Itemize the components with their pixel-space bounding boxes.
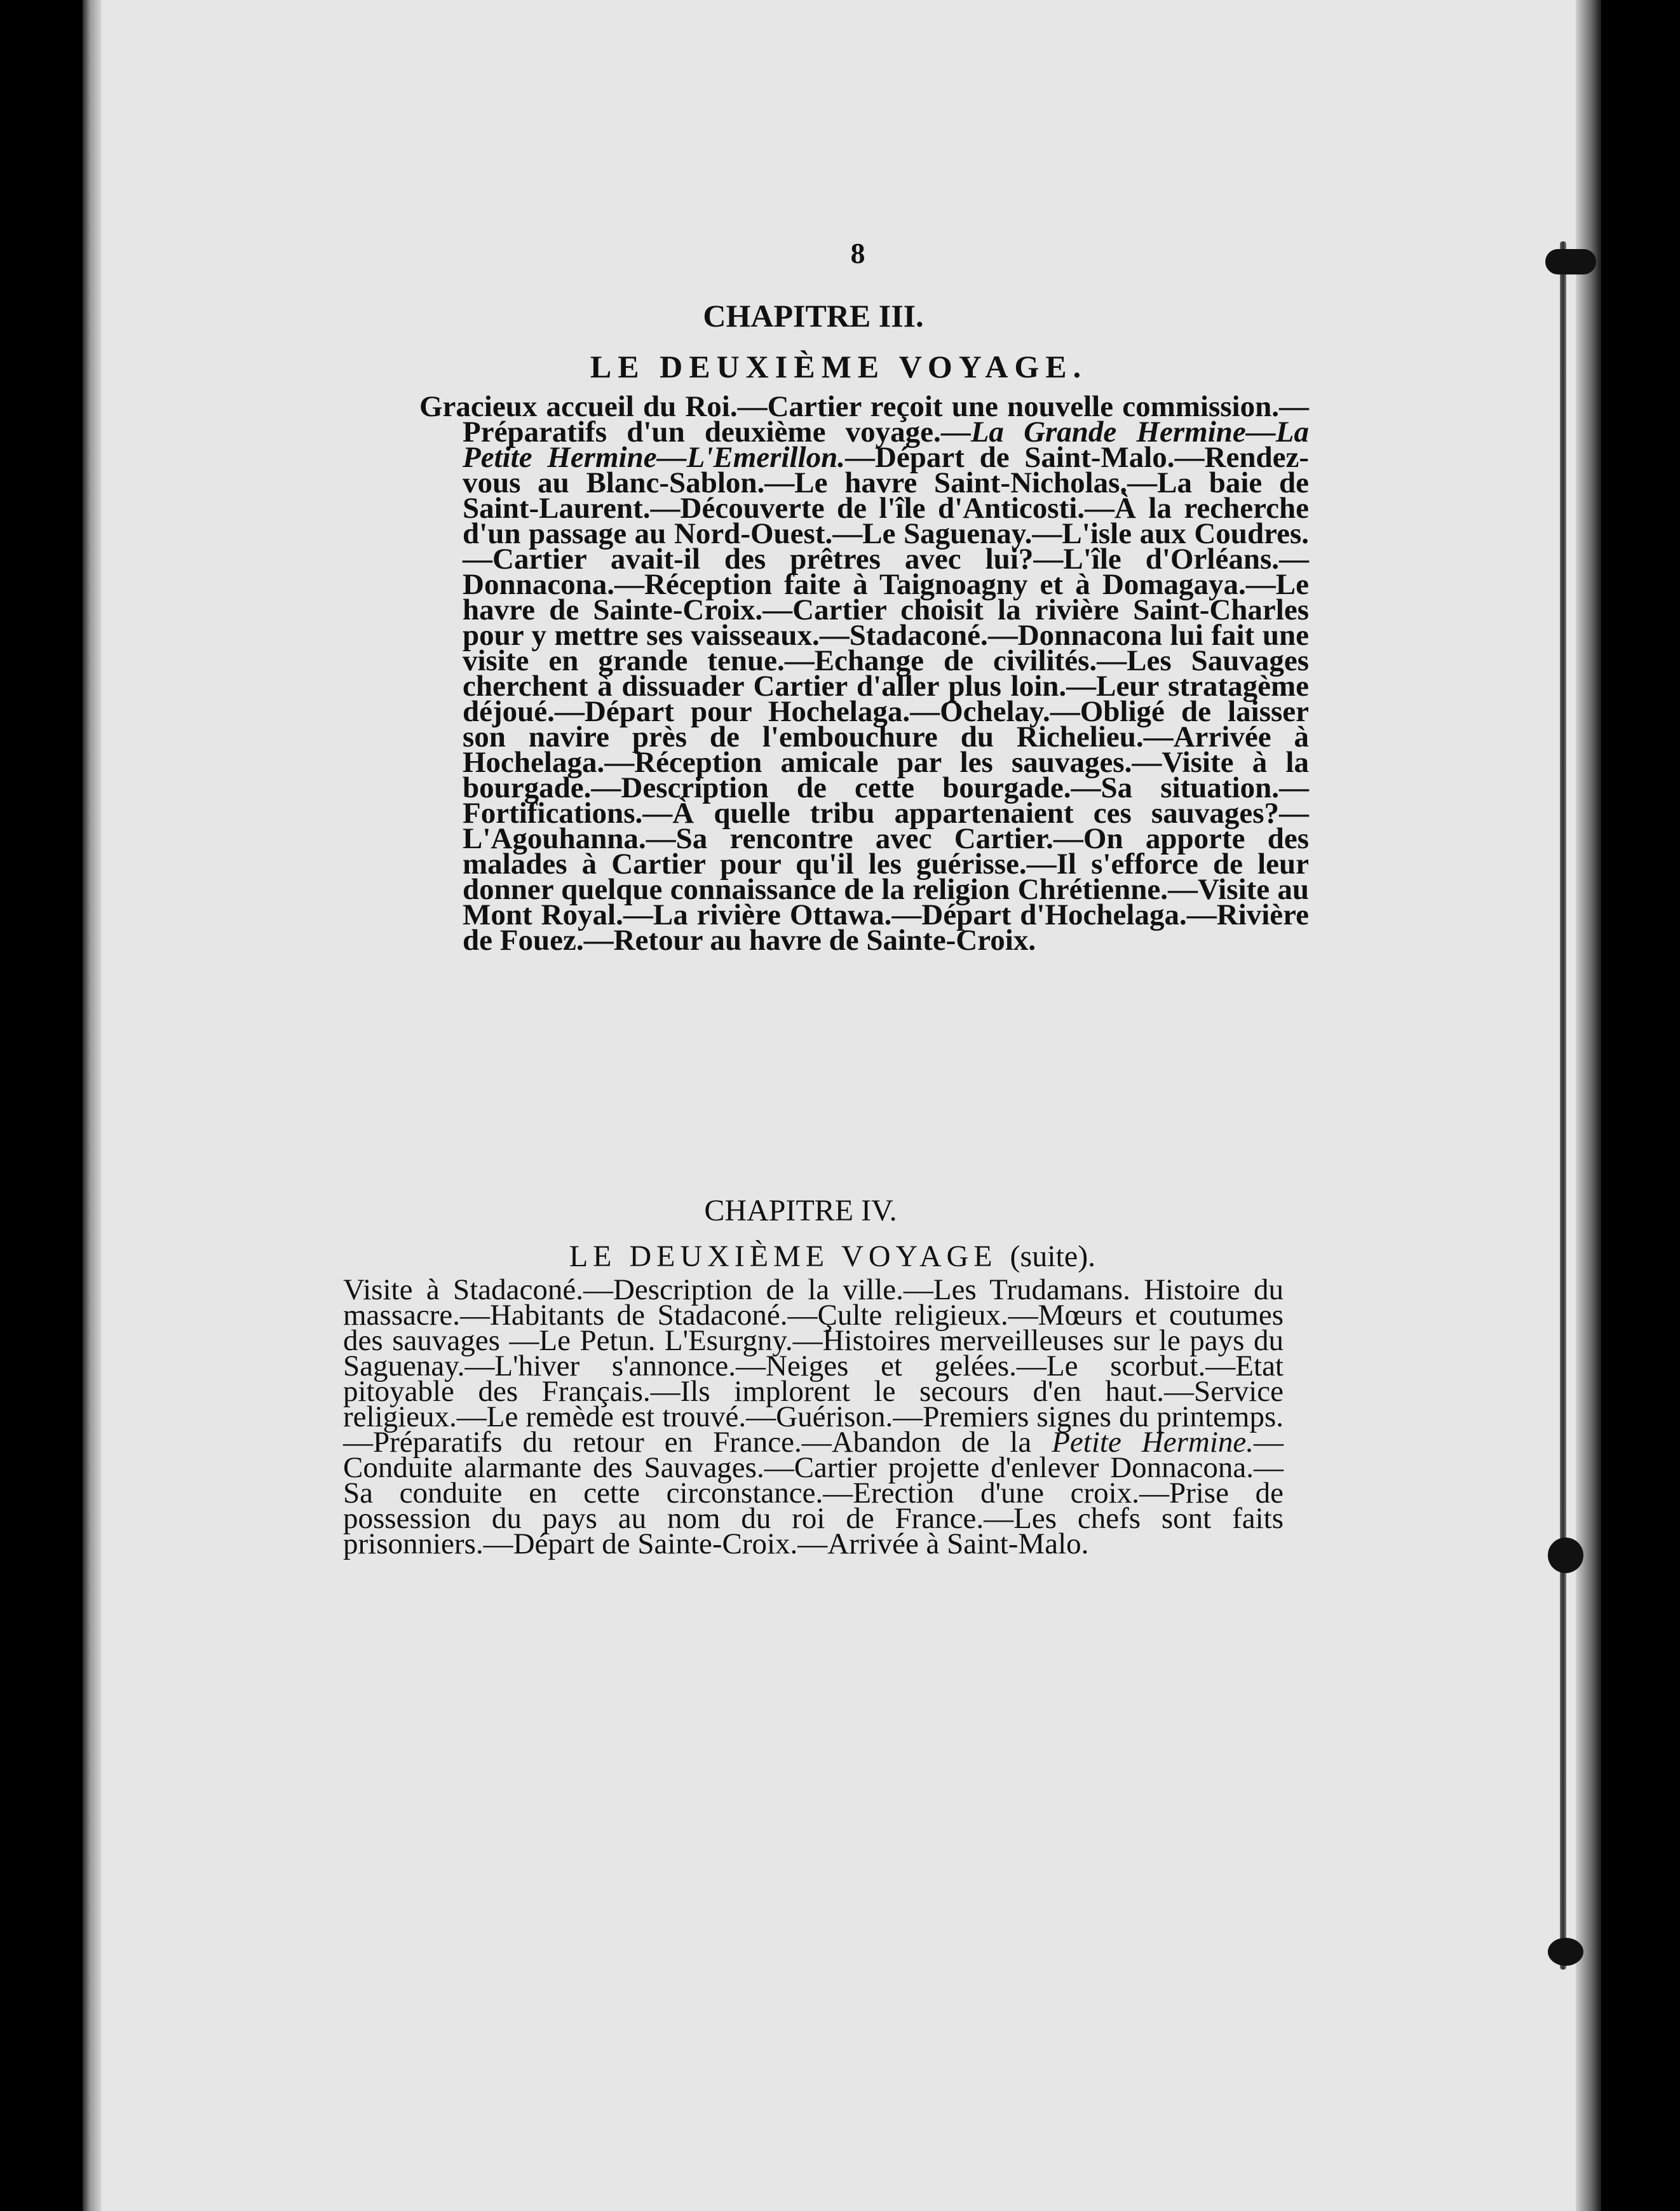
chapter-3-subtitle: LE DEUXIÈME VOYAGE. — [590, 349, 1088, 384]
chapter-4-subtitle-text: LE DEUXIÈME VOYAGE — [569, 1240, 998, 1273]
chapter-4-summary-part: Visite à Stadaconé.—Description de la ville.—Les Trudamans. Histoire du massacre.—Habitants de Stadaconé.—Çulte religieux.—Mœurs et coutumes des sauvages —Le Petun. L'Esurgny.—Histoires merveilleuses sur le pays du Saguenay.—L'hiver s'annonce.—Neiges et gelées.—Le scorbut.—Etat pitoyable des Français.—Ils implorent le secours d'en haut.—Service religieux.—Le remède est trouvé.—Guérison.—Premiers signes du printemps.—Préparatifs du retour en France.—Abandon de la — [343, 1273, 1284, 1459]
chapter-3-summary-part: Gracieux accueil du Roi.—Cartier reçoit une nouvelle commission.—Préparatifs d'un deuxième voyage.— — [419, 390, 1309, 449]
chapter-4-summary — [343, 1273, 1284, 1560]
binding-thread — [1560, 241, 1566, 1970]
chapter-4-subtitle — [483, 1239, 1182, 1274]
page-left-edge — [83, 0, 102, 2211]
binding-knot-bottom — [1548, 1938, 1583, 1966]
binding-knot-top — [1545, 249, 1596, 274]
chapter-4-title: CHAPITRE IV. — [704, 1194, 897, 1227]
binding-knot-middle — [1548, 1538, 1583, 1573]
chapter-4-summary-part: —Conduite alarmante des Sauvages.—Cartier projette d'enlever Donnacona.—Sa conduite en cette circonstance.—Erection d'une croix.—Prise de possession du pays au nom du roi de France.—Les chefs sont faits prisonniers.—Départ de Sainte-Croix.—Arrivée à Saint-Malo. — [343, 1426, 1284, 1560]
chapter-4-subtitle-suffix: (suite). — [1010, 1240, 1096, 1273]
chapter-4-summary-ship-name: Petite Hermine. — [1052, 1426, 1254, 1459]
page-right-edge — [1576, 0, 1601, 2211]
page-number: 8 — [850, 237, 865, 269]
chapter-3-title: CHAPITRE III. — [703, 298, 924, 334]
chapter-3-summary — [419, 390, 1310, 957]
chapter-3-summary-ship-names: La Grande Hermine—La Petite Hermine—L'Emerillon. — [463, 416, 1309, 474]
chapter-3-summary-part: —Départ de Saint-Malo.—Rendez-vous au Blanc-Sablon.—Le havre Saint-Nicholas.—La baie de Saint-Laurent.—Découverte de l'île d'Anticosti.—À la recherche d'un passage au Nord-Ouest.—Le Saguenay.—L'isle aux Coudres.—Cartier avait-il des prêtres avec lui?—L'île d'Orléans.—Donnacona.—Réception faite à Taignoagny et à Domagaya.—Le havre de Sainte-Croix.—Cartier choisit la rivière Saint-Charles pour y mettre ses vaisseaux.—Stadaconé.—Donnacona lui fait une visite en grande tenue.—Echange de civilités.—Les Sauvages cherchent à dissuader Cartier d'aller plus loin.—Leur stratagème déjoué.—Départ pour Hochelaga.—Ochelay.—Obligé de laisser son navire près de l'embouchure du Richelieu.—Arrivée à Hochelaga.—Réception amicale par les sauvages.—Visite à la bourgade.—Description de cette bourgade.—Sa situation.—Fortifications.—À quelle tribu appartenaient ces sauvages?—L'Agouhanna.—Sa rencontre avec Cartier.—On apporte des malades à Cartier pour qu'il les guérisse.—Il s'efforce de leur donner quelque connaissance de la religion Chrétienne.—Visite au Mont Royal.—La rivière Ottawa.—Départ d'Hochelaga.—Rivière de Fouez.—Retour au havre de Sainte-Croix. — [463, 441, 1310, 957]
